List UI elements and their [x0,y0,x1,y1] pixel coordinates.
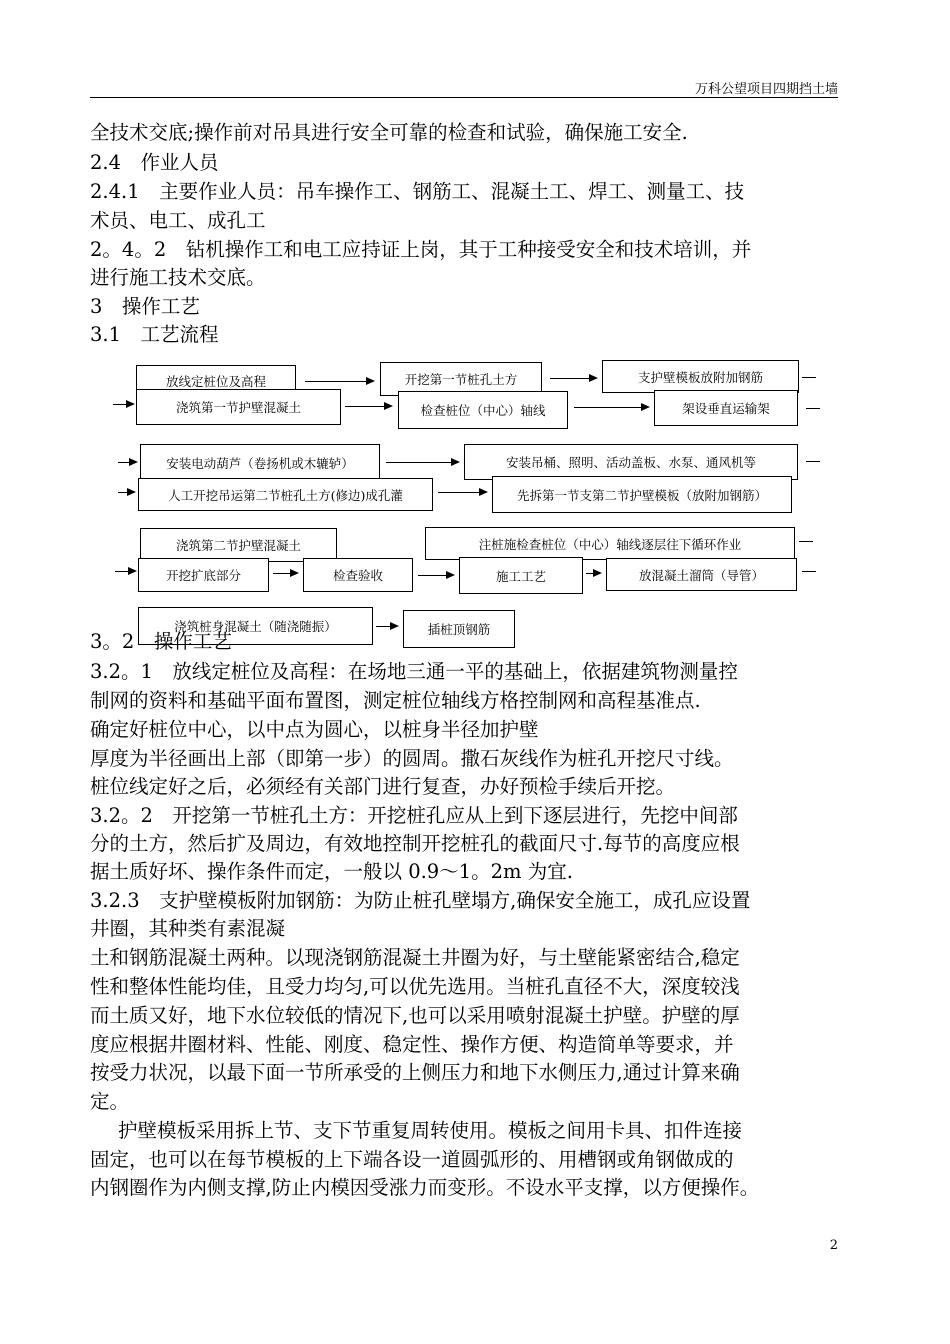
section-heading: 3.1 工艺流程 [90,323,219,346]
text-line: 度应根据井圈材料、性能、刚度、稳定性、操作方便、构造简单等要求，并 [90,1033,734,1056]
text-line: 3.2。1 放线定桩位及高程：在场地三通一平的基础上，依据建筑物测量控 [90,660,738,683]
text-line: 定。 [90,1090,130,1113]
header-title: 万科公望项目四期挡土墙 [694,82,838,97]
flow-step: 支护壁模板放附加钢筋 [602,360,799,393]
flow-arrow [418,575,453,576]
text-line: 3.2。2 开挖第一节桩孔土方：开挖桩孔应从上到下逐层进行，先挖中间部 [90,804,738,827]
text-line: 2.4.1 主要作业人员：吊车操作工、钢筋工、混凝土工、焊工、测量工、技 [90,180,745,203]
text-line: 全技术交底;操作前对吊具进行安全可靠的检查和试验，确保施工安全. [90,121,688,144]
flow-connector [799,541,813,542]
flow-arrow [586,573,600,574]
text-line: 而土质又好，地下水位较低的情况下,也可以采用喷射混凝土护壁。护壁的厚 [90,1004,740,1027]
flow-connector [806,461,820,462]
flow-arrow [386,462,458,463]
header-rule [90,97,838,98]
text-line: 3.2.3 支护壁模板附加钢筋：为防止桩孔壁塌方,确保安全施工，成孔应设置 [90,889,751,912]
text-line: 厚度为半径画出上部（即第一步）的圆周。撒石灰线作为桩孔开挖尺寸线。 [90,747,734,770]
section-heading: 3。2 操作工艺 [90,630,232,653]
flow-connector [802,571,816,572]
section-heading: 2.4 作业人员 [90,151,219,174]
section-heading: 3 操作工艺 [90,295,200,318]
flow-step: 安装电动葫芦（卷扬机或木辘轳） [140,444,380,481]
flow-step: 检查桩位（中心）轴线 [398,391,568,429]
text-line: 据土质好坏、操作条件而定，一般以 0.9～1。2m 为宜. [90,860,573,883]
flow-connector [802,377,816,378]
flow-step: 架设垂直运输架 [654,390,798,426]
flow-step: 开挖扩底部分 [138,558,269,592]
flow-arrow [113,404,133,405]
page-number: 2 [829,1238,838,1253]
flow-arrow [118,462,136,463]
text-line: 制网的资料和基础平面布置图，测定桩位轴线方格控制网和高程基准点. [90,689,701,712]
flow-step: 检查验收 [303,558,413,592]
text-line: 护壁模板采用拆上节、支下节重复周转使用。模板之间用卡具、扣件连接 [118,1119,743,1142]
flow-arrow [305,381,373,382]
flow-step: 人工开挖吊运第二节桩孔土方(修边)成孔灌 [138,478,433,511]
flow-arrow [550,378,596,379]
text-line: 术员、电工、成孔工 [90,209,266,232]
flow-arrow [376,626,397,627]
flow-step: 浇筑桩身混凝土（随浇随振） [138,607,373,645]
text-line: 土和钢筋混凝土两种。以现浇钢筋混凝土井圈为好，与土壁能紧密结合,稳定 [90,946,740,969]
text-line: 进行施工技术交底。 [90,266,266,289]
text-line: 井圈，其种类有素混凝 [90,917,286,940]
flow-arrow [118,492,134,493]
flow-step: 浇筑第一节护壁混凝土 [136,389,341,425]
flow-step: 插桩顶钢筋 [403,610,515,648]
flow-step: 开挖第一节桩孔土方 [380,362,542,396]
text-line: 分的土方，然后扩及周边，有效地控制开挖桩孔的截面尺寸.每节的高度应根 [90,832,740,855]
text-line: 性和整体性能均佳，且受力均匀,可以优先选用。当桩孔直径不大，深度较浅 [90,975,740,998]
flow-step: 注桩施检查桩位（中心）轴线逐层往下循环作业 [425,527,795,560]
text-line: 按受力状况，以最下面一节所承受的上侧压力和地下水侧压力,通过计算来确 [90,1061,740,1084]
text-line: 固定，也可以在每节模板的上下端各设一道圆弧形的、用槽钢或角钢做成的 [90,1148,734,1171]
flow-step: 浇筑第二节护壁混凝土 [140,528,337,562]
flow-arrow [115,571,135,572]
flow-connector [806,408,820,409]
flow-step: 施工工艺 [459,557,583,594]
text-line: 内钢圈作为内侧支撑,防止内模因受涨力而变形。不设水平支撑，以方便操作。 [90,1176,760,1199]
text-line: 确定好桩位中心，以中点为圆心，以桩身半径加护壁 [90,718,539,741]
flow-step: 先拆第一节支第二节护壁模板（放附加钢筋） [492,476,792,513]
text-line: 桩位线定好之后，必须经有关部门进行复查，办好预检手续后开挖。 [90,775,676,798]
flow-arrow [345,406,391,407]
flow-step: 放线定桩位及高程 [136,365,296,397]
flow-arrow [438,492,486,493]
flow-arrow [273,573,297,574]
text-line: 2。4。2 钻机操作工和电工应持证上岗，其于工种接受安全和技术培训，并 [90,238,752,261]
flow-arrow [574,407,648,408]
flow-step: 安装吊桶、照明、活动盖板、水泵、通风机等 [464,444,798,480]
flow-step: 放混凝土溜筒（导管） [606,558,797,591]
